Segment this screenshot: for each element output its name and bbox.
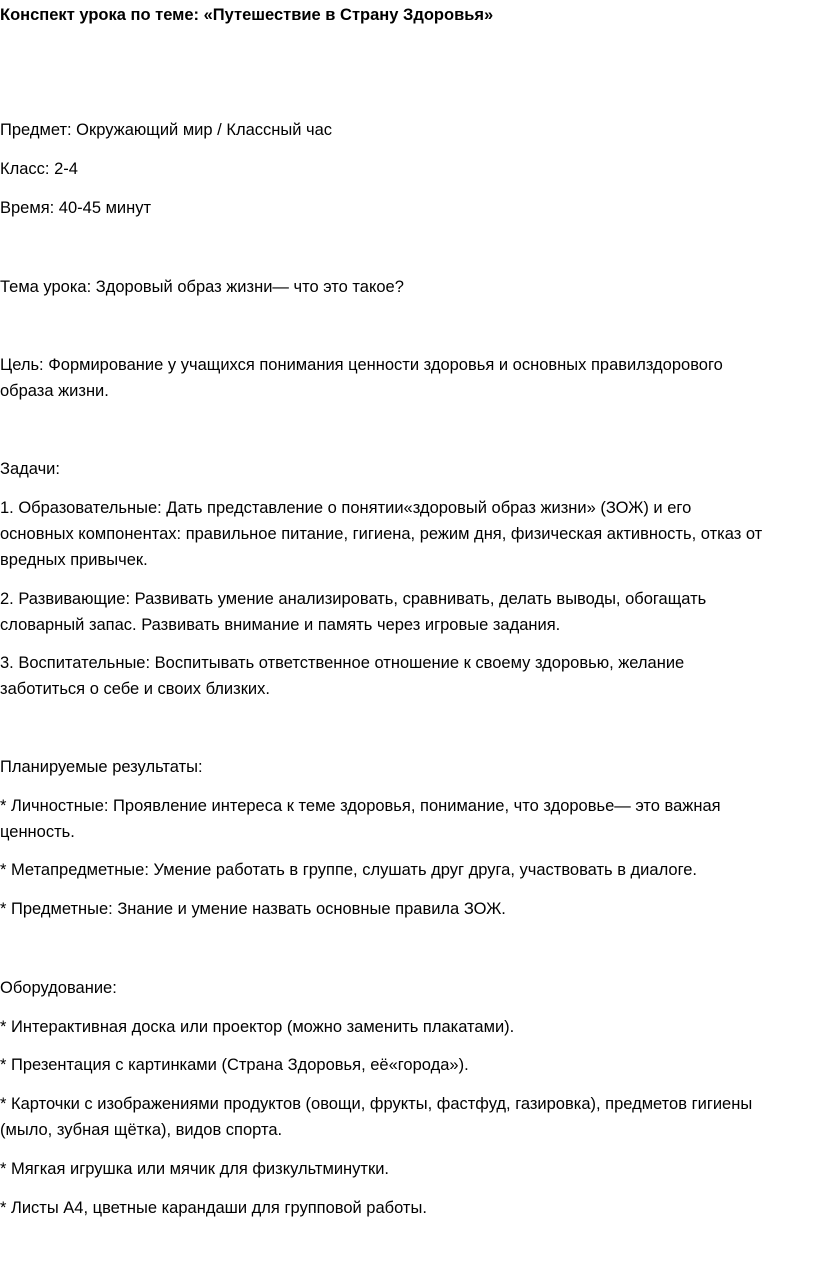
equipment-1-line: * Интерактивная доска или проектор (можно заменить плакатами). (0, 1018, 515, 1036)
result-3-line: * Предметные: Знание и умение назвать основные правила ЗОЖ. (0, 900, 506, 918)
topic-line: Тема урока: Здоровый образ жизни— что это такое? (0, 278, 404, 296)
goal-line-2: образа жизни. (0, 382, 109, 400)
task-3-line-2: заботиться о себе и своих близких. (0, 680, 270, 698)
result-1-line-1: * Личностные: Проявление интереса к теме здоровья, понимание, что здоровье— это важная (0, 797, 721, 815)
result-1-line-2: ценность. (0, 823, 75, 841)
subject-line: Предмет: Окружающий мир / Классный час (0, 121, 333, 139)
equipment-3-line-1: * Карточки с изображениями продуктов (овощи, фрукты, фастфуд, газировка), предметов гигиены (0, 1095, 753, 1113)
task-2-line-1: 2. Развивающие: Развивать умение анализировать, сравнивать, делать выводы, обогащать (0, 590, 707, 608)
time-line: Время: 40-45 минут (0, 199, 152, 217)
tasks-heading: Задачи: (0, 460, 60, 478)
grade-line: Класс: 2-4 (0, 160, 78, 178)
task-1-line-1: 1. Образовательные: Дать представление о понятии«здоровый образ жизни» (ЗОЖ) и его (0, 499, 692, 517)
equipment-2-line: * Презентация с картинками (Страна Здоровья, её«города»). (0, 1056, 469, 1074)
task-2-line-2: словарный запас. Развивать внимание и память через игровые задания. (0, 616, 561, 634)
task-3-line-1: 3. Воспитательные: Воспитывать ответственное отношение к своему здоровью, желание (0, 654, 685, 672)
task-1-line-2: основных компонентах: правильное питание, гигиена, режим дня, физическая активность, отказ от (0, 525, 763, 543)
equipment-4-line: * Мягкая игрушка или мячик для физкультминутки. (0, 1160, 389, 1178)
result-2-line: * Метапредметные: Умение работать в группе, слушать друг друга, участвовать в диалоге. (0, 861, 697, 879)
equipment-5-line: * Листы А4, цветные карандаши для групповой работы. (0, 1199, 427, 1217)
results-heading: Планируемые результаты: (0, 758, 203, 776)
document-title: Конспект урока по теме: «Путешествие в Страну Здоровья» (0, 6, 494, 24)
equipment-3-line-2: (мыло, зубная щётка), видов спорта. (0, 1121, 283, 1139)
task-1-line-3: вредных привычек. (0, 551, 148, 569)
goal-line-1: Цель: Формирование у учащихся понимания ценности здоровья и основных правилздорового (0, 356, 723, 374)
equipment-heading: Оборудование: (0, 979, 117, 997)
